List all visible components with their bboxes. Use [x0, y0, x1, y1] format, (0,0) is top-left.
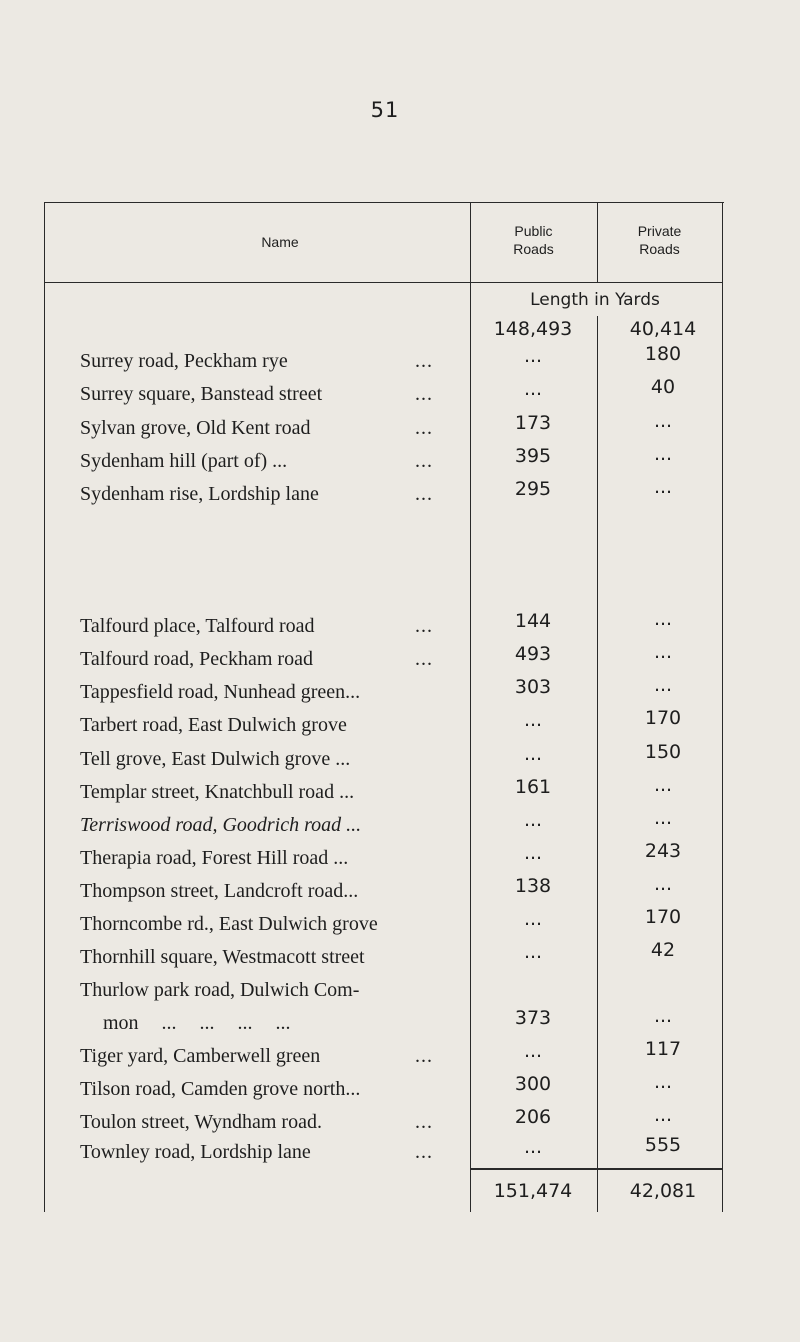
- row-private-value: ...: [653, 476, 673, 498]
- row-name: [80, 615, 455, 638]
- header-name: Name: [261, 234, 299, 250]
- row-name: [80, 880, 455, 903]
- row-name-text: Sydenham rise, Lordship lane: [80, 483, 319, 505]
- row-name: [80, 350, 455, 373]
- row-name: [80, 1078, 455, 1101]
- row-name-text: Tell grove, East Dulwich grove ...: [80, 748, 351, 770]
- row-name: [80, 681, 455, 704]
- row-name-text: Surrey square, Banstead street: [80, 383, 323, 405]
- row-name-text: Sydenham hill (part of) ...: [80, 450, 288, 472]
- row-name-text: Surrey road, Peckham rye: [80, 350, 288, 372]
- row-public-value: ...: [523, 941, 543, 963]
- row-leader-dots: ...: [415, 483, 433, 505]
- row-private-value: ...: [653, 641, 673, 663]
- row-private-value: 40: [650, 376, 676, 398]
- row-name-text: Thorncombe rd., East Dulwich grove: [80, 913, 378, 935]
- row-public-value: 138: [514, 875, 552, 897]
- public-column-divider: [470, 202, 471, 1212]
- row-name: [80, 1111, 455, 1134]
- brought-forward-public: 148,493: [493, 318, 573, 340]
- row-name: [80, 1045, 455, 1068]
- row-private-value: ...: [653, 1071, 673, 1093]
- row-leader-dots: ...: [415, 615, 433, 637]
- row-name-text: Tilson road, Camden grove north...: [80, 1078, 361, 1100]
- row-private-value: ...: [653, 873, 673, 895]
- row-private-value: ...: [653, 1005, 673, 1027]
- row-name-text: Talfourd place, Talfourd road: [80, 615, 315, 637]
- row-private-value: 117: [644, 1038, 682, 1060]
- row-leader-dots: ...: [415, 383, 433, 405]
- row-name-text: Templar street, Knatchbull road ...: [80, 781, 355, 803]
- row-name-text: Townley road, Lordship lane: [80, 1141, 311, 1163]
- row-name: [80, 1012, 455, 1035]
- row-name: [80, 781, 455, 804]
- table-top-border: [44, 202, 724, 203]
- row-private-value: ...: [653, 807, 673, 829]
- row-leader-dots: ...: [415, 350, 433, 372]
- row-public-value: ...: [523, 709, 543, 731]
- row-public-value: 303: [514, 676, 552, 698]
- row-public-value: 144: [514, 610, 552, 632]
- carried-forward-private: 42,081: [629, 1180, 697, 1202]
- units-caption: Length in Yards: [530, 290, 660, 310]
- row-public-value: ...: [523, 1040, 543, 1062]
- header-bottom-border: [44, 282, 722, 283]
- row-name-text: Sylvan grove, Old Kent road: [80, 417, 311, 439]
- row-name: [80, 1141, 455, 1164]
- row-name-text: Thornhill square, Westmacott street: [80, 946, 365, 968]
- row-leader-dots: ...: [415, 417, 433, 439]
- row-name: [80, 714, 455, 737]
- row-public-value: ...: [523, 842, 543, 864]
- row-name-text: Toulon street, Wyndham road.: [80, 1111, 322, 1133]
- page-number: 51: [370, 98, 400, 122]
- header-public-line2: Roads: [513, 241, 554, 257]
- brought-forward-private: 40,414: [629, 318, 697, 340]
- row-private-value: 555: [644, 1134, 682, 1156]
- row-public-value: ...: [523, 345, 543, 367]
- row-private-value: ...: [653, 774, 673, 796]
- row-name: [80, 814, 455, 837]
- row-leader-dots: ...: [415, 1045, 433, 1067]
- row-public-value: 493: [514, 643, 552, 665]
- row-leader-dots: ...: [415, 648, 433, 670]
- row-public-value: ...: [523, 743, 543, 765]
- row-public-value: 300: [514, 1073, 552, 1095]
- row-public-value: 395: [514, 445, 552, 467]
- row-name: [80, 648, 455, 671]
- row-name-text: Terriswood road, Goodrich road ...: [80, 814, 362, 836]
- row-private-value: 170: [644, 707, 682, 729]
- row-name-text: Tappesfield road, Nunhead green...: [80, 681, 361, 703]
- row-name: [80, 383, 455, 406]
- table-right-border: [722, 202, 723, 1212]
- row-name-text: Tiger yard, Camberwell green: [80, 1045, 321, 1067]
- row-name: [80, 979, 455, 1002]
- row-name: [80, 483, 455, 506]
- table-left-border: [44, 202, 45, 1212]
- row-name: [80, 946, 455, 969]
- row-private-value: ...: [653, 443, 673, 465]
- row-name-text: Therapia road, Forest Hill road ...: [80, 847, 349, 869]
- row-name: [80, 913, 455, 936]
- header-public-line1: Public: [514, 223, 553, 239]
- row-name-text: Thurlow park road, Dulwich Com-: [80, 979, 360, 1001]
- row-public-value: 295: [514, 478, 552, 500]
- row-leader-dots: ...: [415, 1141, 433, 1163]
- row-private-value: 170: [644, 906, 682, 928]
- row-name-text: Thompson street, Landcroft road...: [80, 880, 359, 902]
- header-private-roads: [597, 222, 722, 258]
- row-private-value: ...: [653, 410, 673, 432]
- row-private-value: ...: [653, 608, 673, 630]
- header-private-line2: Roads: [639, 241, 680, 257]
- row-name: [80, 417, 455, 440]
- row-name: [80, 450, 455, 473]
- row-leader-dots: ...: [415, 1111, 433, 1133]
- header-private-line1: Private: [637, 223, 682, 239]
- row-private-value: 150: [644, 741, 682, 763]
- carried-forward-public: 151,474: [493, 1180, 573, 1202]
- row-public-value: ...: [523, 378, 543, 400]
- total-rule-private: [597, 1168, 722, 1170]
- row-name: [80, 847, 455, 870]
- total-rule-public: [470, 1168, 597, 1170]
- row-public-value: ...: [523, 1136, 543, 1158]
- row-public-value: 373: [514, 1007, 552, 1029]
- header-public-roads: [470, 222, 597, 258]
- row-private-value: 42: [650, 939, 676, 961]
- row-public-value: ...: [523, 908, 543, 930]
- row-private-value: ...: [653, 674, 673, 696]
- row-private-value: 180: [644, 343, 682, 365]
- private-column-divider-lower: [597, 316, 598, 1212]
- row-private-value: 243: [644, 840, 682, 862]
- row-leader-dots: ...: [415, 450, 433, 472]
- row-public-value: 173: [514, 412, 552, 434]
- row-name: [80, 748, 455, 771]
- row-name-text: Talfourd road, Peckham road: [80, 648, 313, 670]
- row-public-value: 206: [514, 1106, 552, 1128]
- row-name-text: mon ... ... ... ...: [103, 1012, 291, 1034]
- row-public-value: 161: [514, 776, 552, 798]
- row-public-value: ...: [523, 809, 543, 831]
- row-name-text: Tarbert road, East Dulwich grove: [80, 714, 347, 736]
- row-private-value: ...: [653, 1104, 673, 1126]
